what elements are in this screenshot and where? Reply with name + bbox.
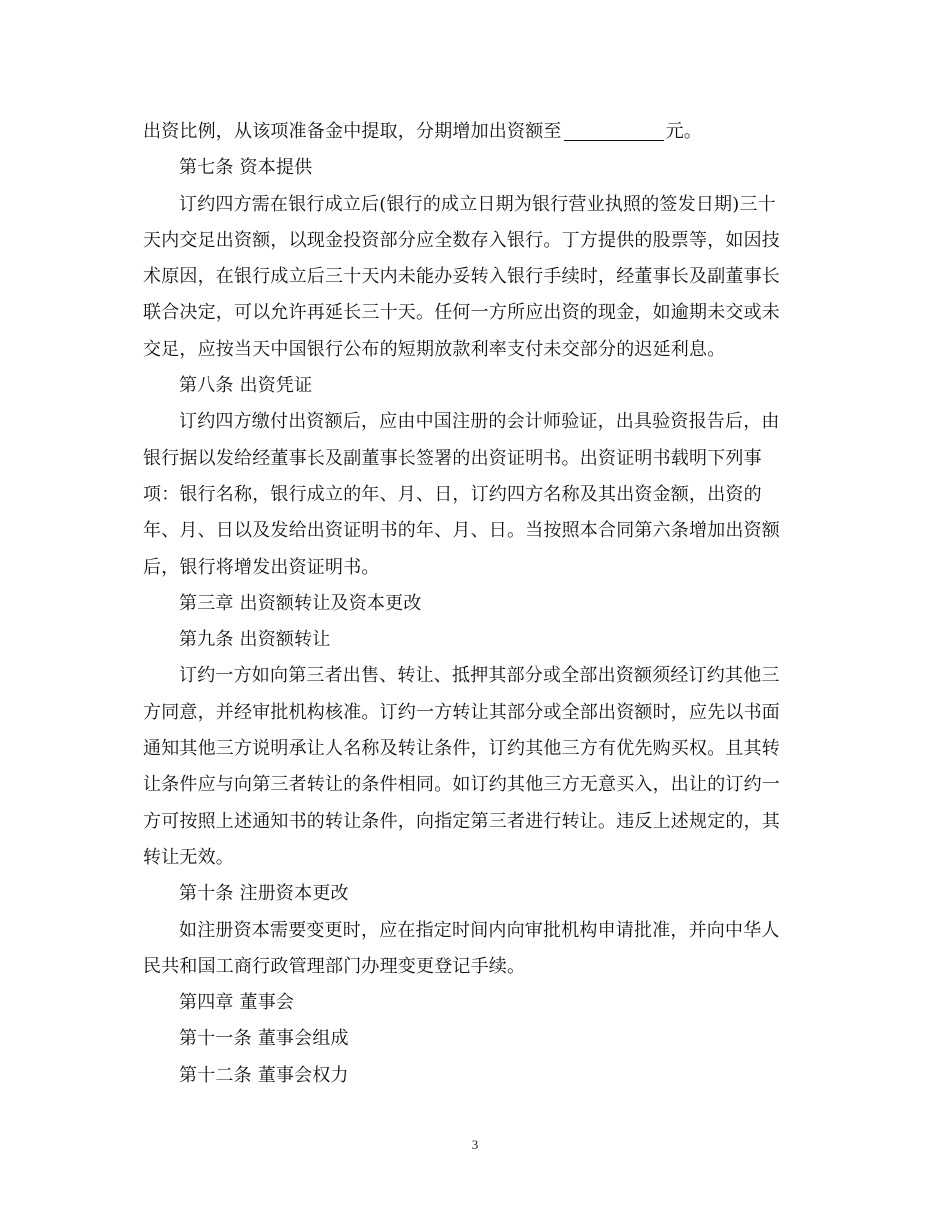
- article-heading: 第十一条 董事会组成: [179, 1028, 349, 1050]
- article-heading: 第八条 出资凭证: [179, 375, 313, 397]
- text-line: 年、月、日以及发给出资证明书的年、月、日。当按照本合同第六条增加出资额: [143, 520, 780, 542]
- line-text: 出资比例，从该项准备金中提取，分期增加出资额至: [143, 121, 562, 142]
- text-line: 术原因，在银行成立后三十天内未能办妥转入银行手续时，经董事长及副董事长: [143, 266, 780, 288]
- text-line: 订约四方需在银行成立后(银行的成立日期为银行营业执照的签发日期)三十: [179, 193, 776, 215]
- text-line: 民共和国工商行政管理部门办理变更登记手续。: [143, 955, 526, 977]
- page-number: 3: [471, 1137, 479, 1152]
- text-line: 方同意，并经审批机构核准。订约一方转让其部分或全部出资额时，应先以书面: [143, 701, 780, 723]
- text-line: 后，银行将增发出资证明书。: [143, 556, 380, 578]
- text-line: 订约一方如向第三者出售、转让、抵押其部分或全部出资额须经订约其他三: [179, 665, 780, 687]
- text-line: [143, 114, 803, 150]
- text-line: 通知其他三方说明承让人名称及转让条件，订约其他三方有优先购买权。且其转: [143, 738, 780, 760]
- text-line: 银行据以发给经董事长及副董事长签署的出资证明书。出资证明书载明下列事: [143, 447, 762, 469]
- chapter-heading: 第四章 董事会: [179, 992, 295, 1014]
- chapter-heading: 第三章 出资额转让及资本更改: [179, 592, 422, 614]
- document-body: [143, 114, 803, 1094]
- article-heading: 第七条 资本提供: [179, 157, 313, 179]
- text-line: 让条件应与向第三者转让的条件相同。如订约其他三方无意买入，出让的订约一: [143, 774, 780, 796]
- text-line: 如注册资本需要变更时，应在指定时间内向审批机构申请批准，并向中华人: [179, 919, 780, 941]
- line-suffix: 元。: [665, 121, 703, 142]
- article-heading: 第九条 出资额转让: [179, 629, 331, 651]
- text-line: 项：银行名称，银行成立的年、月、日，订约四方名称及其出资金额，出资的: [143, 483, 762, 505]
- fill-in-blank: [564, 120, 664, 141]
- article-heading: 第十条 注册资本更改: [179, 883, 349, 905]
- text-line: 方可按照上述通知书的转让条件，向指定第三者进行转让。违反上述规定的，其: [143, 810, 780, 832]
- text-line: 天内交足出资额，以现金投资部分应全数存入银行。丁方提供的股票等，如因技: [143, 229, 780, 251]
- text-line: 转让无效。: [143, 846, 234, 868]
- text-line: 联合决定，可以允许再延长三十天。任何一方所应出资的现金，如逾期未交或未: [143, 302, 780, 324]
- article-heading: 第十二条 董事会权力: [179, 1064, 349, 1086]
- text-line: 交足，应按当天中国银行公布的短期放款利率支付未交部分的迟延利息。: [143, 338, 726, 360]
- text-line: 订约四方缴付出资额后，应由中国注册的会计师验证，出具验资报告后，由: [179, 411, 780, 433]
